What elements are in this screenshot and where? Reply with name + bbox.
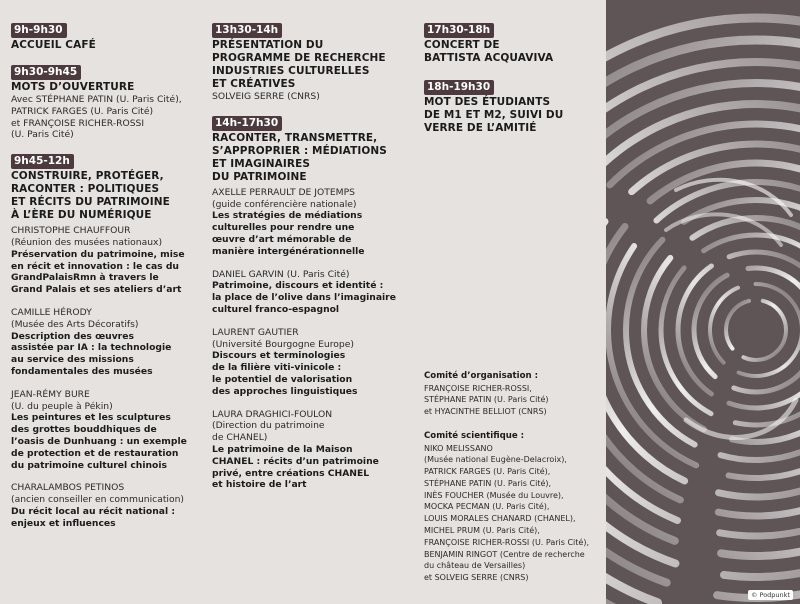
session-research-program bbox=[212, 18, 408, 103]
time-badge: 18h-19h30 bbox=[424, 80, 494, 95]
program-column-evening bbox=[424, 18, 604, 143]
talk-title: Le patrimoine de la Maison CHANEL : récits d’un patrimoine privé, entre créations CHANEL et histoire de l’art bbox=[212, 443, 379, 491]
committee-heading: Comité d’organisation : bbox=[424, 371, 539, 381]
talk-item bbox=[11, 482, 201, 529]
talk-speaker: LAURA DRAGHICI-FOULON (Direction du patrimoine de CHANEL) bbox=[212, 408, 333, 444]
talk-speaker: AXELLE PERRAULT DE JOTEMPS (guide conférencière nationale) bbox=[212, 186, 357, 210]
talk-item bbox=[11, 225, 201, 296]
talk-speaker: CAMILLE HÉRODY (Musée des Arts Décoratifs) bbox=[11, 306, 139, 330]
talk-title: Discours et terminologies de la filière viti-vinicole : le potentiel de valorisation des approches linguistiques bbox=[212, 350, 358, 397]
session-title: MOTS D’OUVERTURE bbox=[11, 81, 135, 93]
talk-title: Du récit local au récit national : enjeux et influences bbox=[11, 505, 176, 529]
time-badge: 9h-9h30 bbox=[11, 23, 67, 38]
time-badge: 14h-17h30 bbox=[212, 116, 282, 131]
talk-item bbox=[11, 389, 201, 472]
time-badge: 9h30-9h45 bbox=[11, 65, 81, 80]
session-title: CONSTRUIRE, PROTÉGER, RACONTER : POLITIQUES ET RÉCITS DU PATRIMOINE À L’ÈRE DU NUMÉRIQUE bbox=[11, 170, 170, 222]
talk-item bbox=[212, 409, 408, 492]
program-column-afternoon bbox=[212, 18, 408, 499]
talk-title: Préservation du patrimoine, mise en récit et innovation : le cas du GrandPalaisRmn à travers le Grand Palais et ses ateliers d’art bbox=[11, 248, 185, 296]
organizing-committee: Comité d’organisation : FRANÇOISE RICHER-ROSSI, STÉPHANE PATIN (U. Paris Cité) et HYACINTHE BELLIOT (CNRS) bbox=[424, 371, 604, 418]
session-welcome bbox=[11, 18, 201, 52]
talk-speaker: CHARALAMBOS PETINOS (ancien conseiller en communication) bbox=[11, 482, 185, 506]
session-speakers: SOLVEIG SERRE (CNRS) bbox=[212, 91, 320, 102]
session-title: PRÉSENTATION DU PROGRAMME DE RECHERCHE INDUSTRIES CULTURELLES ET CRÉATIVES bbox=[212, 39, 386, 90]
talk-title: Patrimoine, discours et identité : la place de l’olive dans l’imaginaire culturel franco-espagnol bbox=[212, 280, 396, 315]
talk-speaker: LAURENT GAUTIER (Université Bourgogne Europe) bbox=[212, 326, 355, 350]
decorative-art-panel bbox=[606, 0, 800, 604]
photo-credit: © Podpunkt bbox=[748, 590, 793, 600]
session-opening bbox=[11, 60, 201, 141]
talk-title: Description des œuvres assistée par IA : la technologie au service des missions fondamentales des musées bbox=[11, 330, 172, 377]
committee-heading: Comité scientifique : bbox=[424, 431, 525, 441]
session-title: ACCUEIL CAFÉ bbox=[11, 39, 96, 51]
swirl-artwork bbox=[606, 0, 800, 604]
talk-item bbox=[212, 187, 408, 258]
session-students bbox=[424, 75, 604, 135]
time-badge: 13h30-14h bbox=[212, 23, 282, 38]
talk-speaker: DANIEL GARVIN (U. Paris Cité) bbox=[212, 268, 350, 280]
talk-item bbox=[212, 269, 408, 316]
talk-item bbox=[212, 327, 408, 398]
session-mediations bbox=[212, 111, 408, 491]
session-speakers: Avec STÉPHANE PATIN (U. Paris Cité), PATRICK FARGES (U. Paris Cité) et FRANÇOISE RICHER-ROSSI (U. Paris Cité) bbox=[11, 94, 182, 141]
talk-title: Les stratégies de médiations culturelles pour rendre une œuvre d’art mémorable de manière intergénérationnelle bbox=[212, 210, 365, 257]
session-title: CONCERT DE BATTISTA ACQUAVIVA bbox=[424, 39, 554, 64]
talk-speaker: CHRISTOPHE CHAUFFOUR (Réunion des musées nationaux) bbox=[11, 225, 163, 248]
time-badge: 9h45-12h bbox=[11, 154, 74, 169]
time-badge: 17h30-18h bbox=[424, 23, 494, 38]
program-column-morning bbox=[11, 18, 201, 538]
session-heritage-digital bbox=[11, 149, 201, 529]
scientific-committee: Comité scientifique : NIKO MELISSANO (Musée national Eugène-Delacroix), PATRICK FARGES (U. Paris Cité), STÉPHANE PATIN (U. Paris Cité), INÈS FOUCHER (Musée du Louvre), MOCKA PECMAN (U. Paris Cité), LOUIS MORALES CHANARD (CHANEL), MICHEL PRUM (U. Paris Cité), FRANÇOISE RICHER-ROSSI (U. Paris Cité), BENJAMIN RINGOT (Centre de recherche du château de Versailles) et SOLVEIG SERRE (CNRS) bbox=[424, 431, 604, 584]
talk-item bbox=[11, 307, 201, 378]
session-title: RACONTER, TRANSMETTRE, S’APPROPRIER : MÉDIATIONS ET IMAGINAIRES DU PATRIMOINE bbox=[212, 131, 387, 183]
session-concert bbox=[424, 18, 604, 65]
talk-speaker: JEAN-RÉMY BURE (U. du peuple à Pékin) bbox=[11, 388, 113, 412]
session-title: MOT DES ÉTUDIANTS DE M1 ET M2, SUIVI DU VERRE DE L’AMITIÉ bbox=[424, 96, 564, 134]
talk-title: Les peintures et les sculptures des grottes bouddhiques de l’oasis de Dunhuang : un exemple de protection et de restauration du patrimoine culturel chinois bbox=[11, 412, 187, 471]
